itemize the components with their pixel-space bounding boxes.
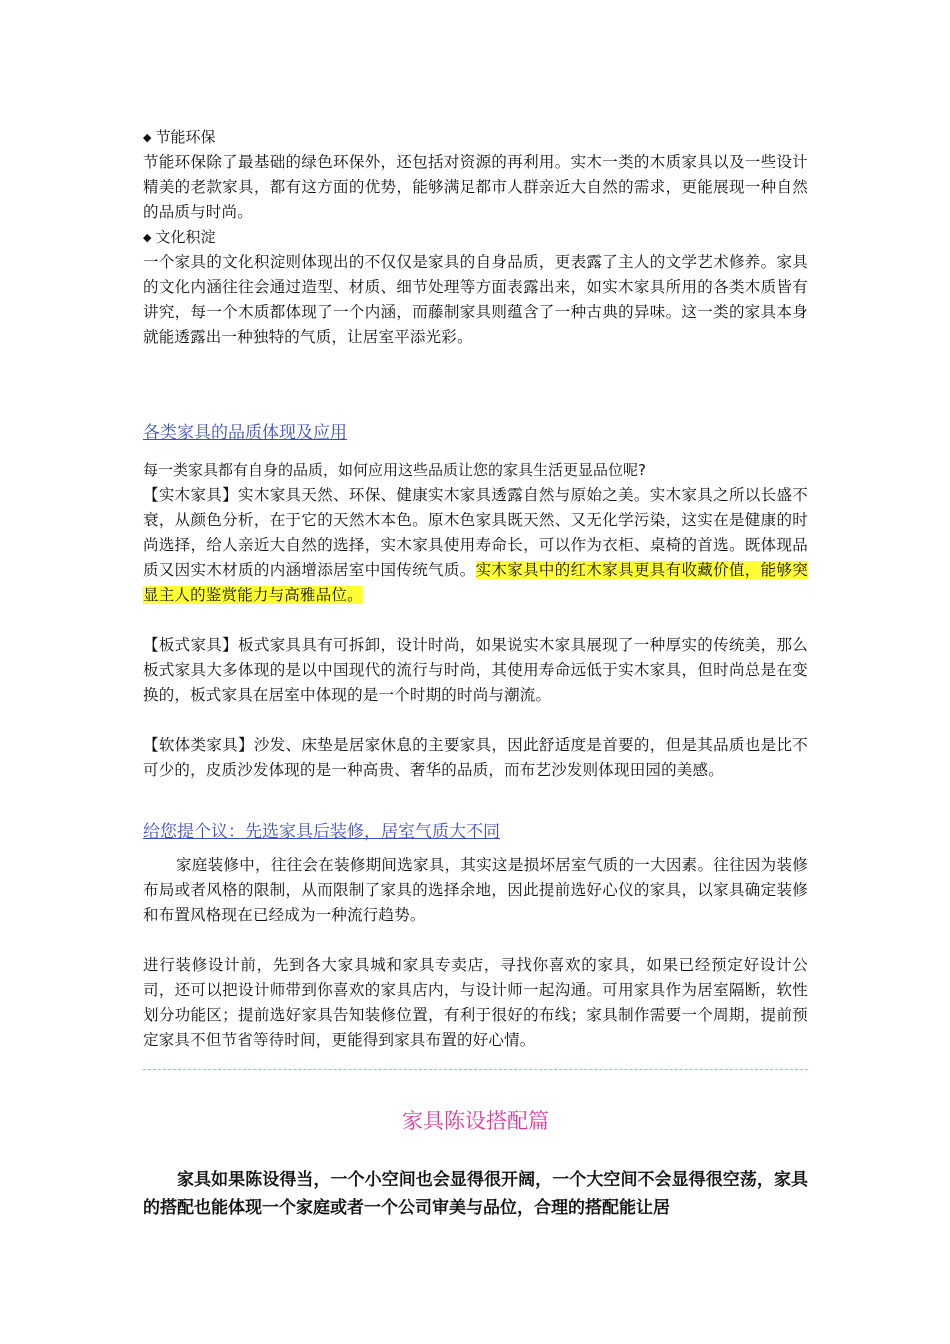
paragraph-design-process: 进行装修设计前，先到各大家具城和家具专卖店，寻找你喜欢的家具，如果已经预定好设计公司，还可以把设计师带到你喜欢的家具店内，与设计师一起沟通。可用家具作为居室隔断，软性划分功能区；提前选好家具告知装修位置，有利于很好的布线；家具制作需要一个周期，提前预定家具不但节省等待时间，更能得到家具布置的好心情。 <box>143 956 808 1049</box>
document-body <box>143 125 808 1222</box>
paragraph-renovation: 家庭装修中，往往会在装修期间选家具，其实这是损坏居室气质的一大因素。往往因为装修布局或者风格的限制，从而限制了家具的选择余地，因此提前选好心仪的家具，以家具确定装修和布置风格现在已经成为一种流行趋势。 <box>143 856 808 924</box>
highlighted-text: 实木家具中的红木家具更具有收藏价值，能够突显主人的鉴赏能力与高雅品位。 <box>143 561 809 604</box>
diamond-bullet-icon: ◆ <box>143 231 152 244</box>
section-link-furniture-quality[interactable]: 各类家具的品质体现及应用 <box>143 423 347 443</box>
paragraph-energy: 节能环保除了最基础的绿色环保外，还包括对资源的再利用。实木一类的木质家具以及一些设计精美的老款家具，都有这方面的优势，能够满足都市人群亲近大自然的需求，更能展现一种自然的品质与时尚。 <box>143 153 808 221</box>
paragraph-soft-furniture: 【软体类家具】沙发、床垫是居家休息的主要家具，因此舒适度是首要的，但是其品质也是比不可少的，皮质沙发体现的是一种高贵、奢华的品质，而布艺沙发则体现田园的美感。 <box>143 736 808 779</box>
paragraph-culture: 一个家具的文化积淀则体现出的不仅仅是家具的自身品质，更表露了主人的文学艺术修养。家具的文化内涵往往会通过造型、材质、细节处理等方面表露出来，如实木家具所用的各类木质皆有讲究，每一个木质都体现了一个内涵，而藤制家具则蕴含了一种古典的异味。这一类的家具本身就能透露出一种独特的气质，让居室平添光彩。 <box>143 253 808 346</box>
bullet-heading-culture: ◆ 文化积淀 <box>143 228 216 246</box>
paragraph-panel-furniture: 【板式家具】板式家具具有可拆卸，设计时尚，如果说实木家具展现了一种厚实的传统美，那么板式家具大多体现的是以中国现代的流行与时尚，其使用寿命远低于实木家具，但时尚总是在变换的，板式家具在居室中体现的是一个时期的时尚与潮流。 <box>143 636 808 704</box>
question-heading: 每一类家具都有自身的品质，如何应用这些品质让您的家具生活更显品位呢? <box>143 461 646 479</box>
paragraph-solid-wood: 【实木家具】实木家具天然、环保、健康实木家具透露自然与原始之美。实木家具之所以长盛不衰，从颜色分析，在于它的天然木本色。原木色家具既天然、又无化学污染，这实在是健康的时尚选择，给人亲近大自然的选择，实木家具使用寿命长，可以作为衣柜、桌椅的首选。既体现品质又因实木材质的内涵增添居室中国传统气质。实木家具中的红木家具更具有收藏价值，能够突显主人的鉴赏能力与高雅品位。 <box>143 486 809 604</box>
section-link-choose-first[interactable]: 给您提个议：先选家具后装修，居室气质大不同 <box>143 822 500 842</box>
paragraph-arrangement: 家具如果陈设得当，一个小空间也会显得很开阔，一个大空间不会显得很空荡，家具的搭配也能体现一个家庭或者一个公司审美与品位，合理的搭配能让居 <box>143 1170 808 1218</box>
diamond-bullet-icon: ◆ <box>143 131 152 144</box>
section-title-arrangement: 家具陈设搭配篇 <box>402 1109 549 1133</box>
bullet-heading-energy: ◆ 节能环保 <box>143 128 216 146</box>
